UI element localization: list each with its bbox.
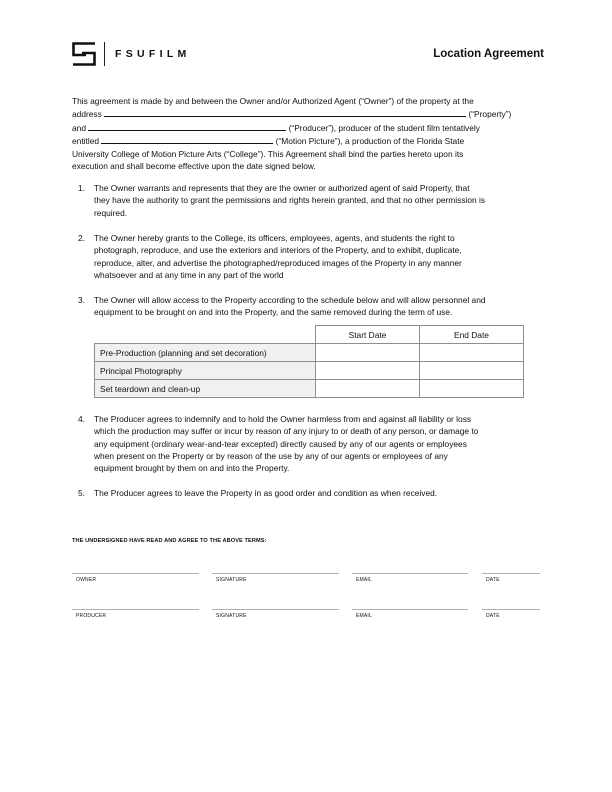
owner-date-field[interactable] bbox=[482, 573, 540, 583]
film-title-field[interactable] bbox=[101, 134, 273, 144]
clause-line: The Owner warrants and represents that they are the owner or authorized agent of said Property, that bbox=[94, 183, 470, 193]
clause-2 bbox=[72, 232, 542, 282]
field-label: EMAIL bbox=[356, 577, 373, 583]
field-label: DATE bbox=[486, 577, 500, 583]
intro-text: (“Producer”), producer of the student film tentatively bbox=[288, 122, 480, 133]
start-date-header: Start Date bbox=[316, 326, 420, 344]
start-date-cell[interactable] bbox=[316, 380, 420, 398]
phase-label: Set teardown and clean-up bbox=[95, 380, 316, 398]
schedule-header-row bbox=[95, 326, 524, 344]
schedule-table bbox=[94, 325, 524, 398]
owner-email-field[interactable] bbox=[352, 573, 468, 583]
document-title: Location Agreement bbox=[433, 48, 544, 60]
clause-line: The Owner hereby grants to the College, its officers, employees, agents, and students the right to bbox=[94, 232, 455, 243]
intro-line: execution and shall become effective upon the date signed below. bbox=[72, 161, 316, 172]
field-label: OWNER bbox=[76, 577, 97, 583]
owner-signature-row bbox=[72, 573, 540, 587]
schedule-corner-cell bbox=[95, 326, 316, 344]
producer-email-field[interactable] bbox=[352, 609, 468, 619]
clause-3 bbox=[72, 294, 542, 319]
producer-name-field[interactable] bbox=[72, 609, 199, 619]
clause-line: The Producer agrees to leave the Property in as good order and condition as when received. bbox=[94, 488, 438, 499]
logo-wordmark: FSUFILM bbox=[115, 48, 191, 60]
intro-text: (“Motion Picture”), a production of the Florida State bbox=[275, 136, 465, 147]
clause-line: required. bbox=[94, 207, 128, 218]
field-label: DATE bbox=[486, 613, 500, 619]
intro-paragraph bbox=[72, 95, 540, 172]
intro-text: (“Property”) bbox=[468, 109, 512, 120]
clause-number: 2. bbox=[78, 232, 85, 243]
start-date-cell[interactable] bbox=[316, 362, 420, 380]
clause-number: 5. bbox=[78, 488, 85, 499]
field-label: SIGNATURE bbox=[216, 613, 247, 619]
end-date-cell[interactable] bbox=[420, 362, 524, 380]
field-label: PRODUCER bbox=[76, 613, 107, 619]
producer-date-field[interactable] bbox=[482, 609, 540, 619]
fsu-film-logo-icon bbox=[72, 42, 96, 66]
clause-number: 3. bbox=[78, 295, 85, 306]
clause-line: The Owner will allow access to the Property according to the schedule below and will allow personnel and bbox=[94, 295, 486, 306]
end-date-cell[interactable] bbox=[420, 380, 524, 398]
start-date-cell[interactable] bbox=[316, 344, 420, 362]
table-row bbox=[95, 362, 524, 380]
clause-line: equipment to be brought on and into the Property, and the same removed during the term of use. bbox=[94, 307, 453, 318]
phase-label: Principal Photography bbox=[95, 362, 316, 380]
clause-line: reproduce, alter, and advertise the photographed/reproduced images of the Property in any manner bbox=[94, 257, 462, 268]
intro-line bbox=[72, 107, 540, 120]
intro-line bbox=[72, 134, 540, 147]
end-date-header: End Date bbox=[420, 326, 524, 344]
clause-line: equipment brought by them on and into the Property. bbox=[94, 463, 290, 474]
clause-1 bbox=[72, 182, 542, 219]
clause-line: when present on the Property or by reason of the use by any of our agents or employees of any bbox=[94, 451, 448, 462]
end-date-cell[interactable] bbox=[420, 344, 524, 362]
clause-line: which the production may suffer or incur by reason of any injury to or death of any person, or damage to bbox=[94, 426, 479, 437]
agreement-statement: THE UNDERSIGNED HAVE READ AND AGREE TO THE ABOVE TERMS: bbox=[72, 538, 267, 544]
clause-number: 1. bbox=[78, 183, 85, 193]
owner-signature-field[interactable] bbox=[212, 573, 339, 583]
intro-line: University College of Motion Picture Arts (“College”). This Agreement shall bind the parties hereto upon its bbox=[72, 148, 464, 159]
clause-line: any equipment (ordinary wear-and-tear excepted) directly caused by any of our agents or employees bbox=[94, 438, 467, 449]
clause-4 bbox=[72, 413, 542, 475]
field-label: EMAIL bbox=[356, 613, 373, 619]
clause-line: they have the authority to grant the permissions and rights herein granted, and that no other permission is bbox=[94, 195, 486, 206]
fsu-film-logo bbox=[72, 42, 191, 66]
clause-number: 4. bbox=[78, 413, 85, 424]
field-label: SIGNATURE bbox=[216, 577, 247, 583]
intro-text: and bbox=[72, 122, 86, 133]
clause-5 bbox=[72, 487, 542, 499]
clause-line: whatsoever and at any time in any part of the world bbox=[94, 270, 284, 281]
table-row bbox=[95, 344, 524, 362]
intro-line bbox=[72, 121, 540, 134]
clause-line: photograph, reproduce, and use the exteriors and interiors of the Property, and to exhibit, duplicate, bbox=[94, 245, 462, 256]
intro-text: address bbox=[72, 109, 102, 120]
intro-text: entitled bbox=[72, 136, 100, 147]
intro-line: This agreement is made by and between the Owner and/or Authorized Agent (“Owner”) of the property at the bbox=[72, 96, 474, 106]
producer-signature-row bbox=[72, 609, 540, 623]
table-row bbox=[95, 380, 524, 398]
producer-signature-field[interactable] bbox=[212, 609, 339, 619]
producer-name-field[interactable] bbox=[88, 121, 286, 131]
logo-divider bbox=[104, 42, 105, 66]
phase-label: Pre-Production (planning and set decoration) bbox=[95, 344, 316, 362]
property-address-field[interactable] bbox=[104, 107, 466, 117]
clause-line: The Producer agrees to indemnify and to hold the Owner harmless from and against all liability or loss bbox=[94, 413, 472, 424]
owner-name-field[interactable] bbox=[72, 573, 199, 583]
